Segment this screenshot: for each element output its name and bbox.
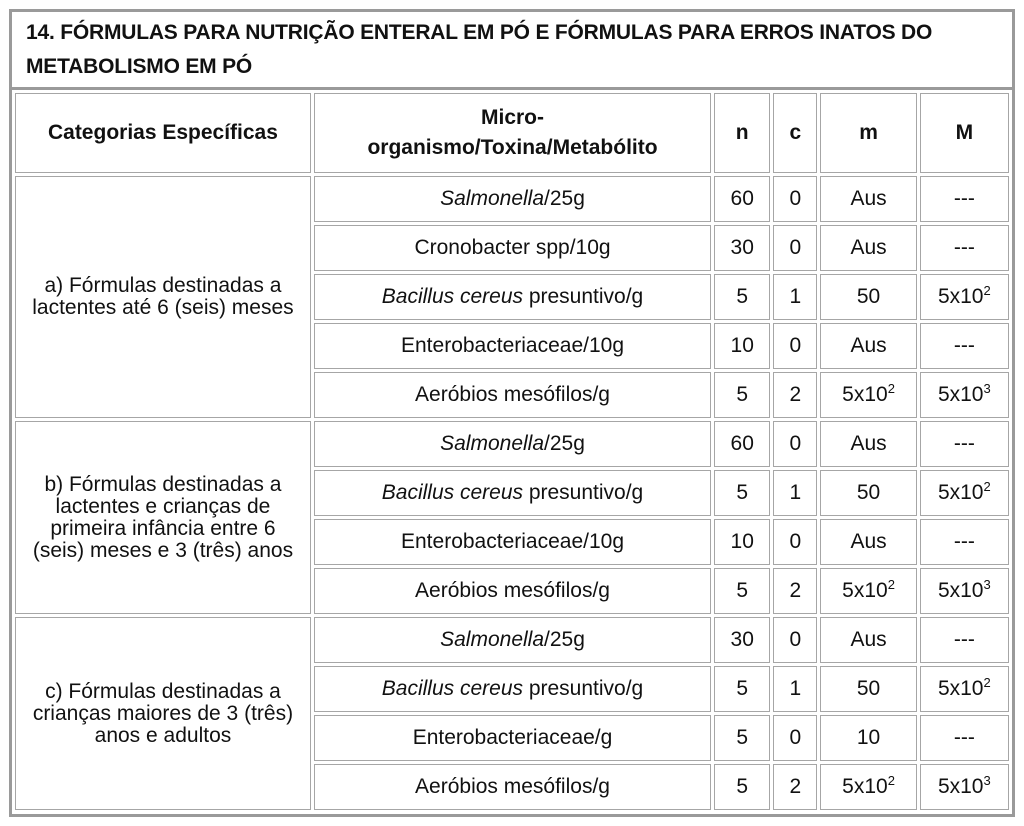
m-lower-value-cell bbox=[820, 274, 916, 320]
header-n: n bbox=[714, 93, 770, 173]
cell-value: 5 bbox=[736, 481, 749, 504]
microorganism-species: Bacillus cereus bbox=[381, 285, 523, 308]
n-value-cell bbox=[714, 764, 770, 810]
m-lower-value-cell bbox=[820, 519, 916, 565]
microorganism-cell bbox=[314, 421, 711, 467]
microorganism-cell bbox=[314, 225, 711, 271]
m-upper-value-cell bbox=[920, 764, 1009, 810]
cell-value: 10 bbox=[730, 334, 754, 357]
exponent: 2 bbox=[887, 773, 895, 788]
cell-value: 60 bbox=[730, 187, 754, 210]
cell-value: Aus bbox=[850, 236, 887, 259]
c-value-cell bbox=[773, 421, 817, 467]
cell-value: 10 bbox=[856, 726, 881, 749]
cell-value: 60 bbox=[730, 432, 754, 455]
microorganism-species: Salmonella bbox=[440, 187, 545, 210]
n-value-cell bbox=[714, 715, 770, 761]
microorganism-cell bbox=[314, 372, 711, 418]
m-upper-value-cell bbox=[920, 225, 1009, 271]
cell-value: 0 bbox=[789, 236, 802, 259]
n-value-cell bbox=[714, 176, 770, 222]
m-lower-value-cell bbox=[820, 323, 916, 369]
cell-value: --- bbox=[953, 236, 975, 259]
microorganism-unit: /25g bbox=[544, 432, 585, 455]
cell-value: 5 bbox=[736, 579, 749, 602]
m-lower-value-cell bbox=[820, 176, 916, 222]
header-row bbox=[15, 93, 1009, 173]
cell-value: 5 bbox=[736, 726, 749, 749]
c-value-cell bbox=[773, 666, 817, 712]
cell-value: 50 bbox=[856, 481, 881, 504]
microorganism-cell bbox=[314, 274, 711, 320]
c-value-cell bbox=[773, 519, 817, 565]
microorganism-species: Salmonella bbox=[440, 432, 545, 455]
microorganism-cell bbox=[314, 666, 711, 712]
cell-value: 1 bbox=[789, 285, 802, 308]
n-value-cell bbox=[714, 470, 770, 516]
c-value-cell bbox=[773, 274, 817, 320]
cell-value: 5x10 bbox=[937, 677, 984, 700]
microorganism-cell bbox=[314, 176, 711, 222]
table-row bbox=[15, 176, 1009, 222]
m-upper-value-cell bbox=[920, 421, 1009, 467]
microorganism-unit: /25g bbox=[544, 187, 585, 210]
microorganism-unit: presuntivo/g bbox=[523, 481, 644, 504]
cell-value: Aus bbox=[850, 187, 887, 210]
microorganism-unit: Cronobacter spp/10g bbox=[414, 236, 611, 259]
cell-value: 1 bbox=[789, 481, 802, 504]
cell-value: Aus bbox=[850, 530, 887, 553]
m-upper-value-cell bbox=[920, 274, 1009, 320]
cell-value: 50 bbox=[856, 677, 881, 700]
cell-value: 0 bbox=[789, 530, 802, 553]
microorganism-species: Salmonella bbox=[440, 628, 545, 651]
table-body bbox=[15, 176, 1009, 810]
exponent: 3 bbox=[983, 773, 991, 788]
exponent: 2 bbox=[887, 577, 895, 592]
microorganism-unit: Enterobacteriaceae/10g bbox=[401, 530, 624, 553]
m-lower-value-cell bbox=[820, 666, 916, 712]
cell-value: 5x10 bbox=[842, 775, 888, 798]
category-cell: b) Fórmulas destinadas a lactentes e crianças de primeira infância entre 6 (seis) meses e 3 (três) anos bbox=[15, 421, 311, 614]
table-row bbox=[15, 421, 1009, 467]
microorganism-cell bbox=[314, 764, 711, 810]
cell-value: 1 bbox=[789, 677, 802, 700]
cell-value: --- bbox=[953, 334, 975, 357]
exponent: 2 bbox=[983, 283, 991, 298]
exponent: 2 bbox=[983, 675, 991, 690]
cell-value: --- bbox=[953, 432, 975, 455]
cell-value: 5x10 bbox=[937, 285, 984, 308]
table-title: 14. FÓRMULAS PARA NUTRIÇÃO ENTERAL EM PÓ E FÓRMULAS PARA ERROS INATOS DO METABOLISMO EM PÓ bbox=[12, 12, 1012, 90]
microorganism-unit: Aeróbios mesófilos/g bbox=[415, 775, 610, 798]
cell-value: 2 bbox=[789, 775, 802, 798]
m-lower-value-cell bbox=[820, 764, 916, 810]
n-value-cell bbox=[714, 421, 770, 467]
cell-value: 10 bbox=[730, 530, 754, 553]
microorganism-cell bbox=[314, 519, 711, 565]
m-upper-value-cell bbox=[920, 470, 1009, 516]
cell-value: 30 bbox=[730, 236, 754, 259]
m-lower-value-cell bbox=[820, 372, 916, 418]
c-value-cell bbox=[773, 568, 817, 614]
microorganism-cell bbox=[314, 323, 711, 369]
microorganism-unit: Aeróbios mesófilos/g bbox=[415, 579, 610, 602]
cell-value: 5x10 bbox=[937, 383, 984, 406]
cell-value: 2 bbox=[789, 579, 802, 602]
category-cell: a) Fórmulas destinadas a lactentes até 6 (seis) meses bbox=[15, 176, 311, 418]
microorganism-unit: Enterobacteriaceae/10g bbox=[401, 334, 624, 357]
category-cell: c) Fórmulas destinadas a crianças maiores de 3 (três) anos e adultos bbox=[15, 617, 311, 810]
cell-value: 5 bbox=[736, 775, 749, 798]
c-value-cell bbox=[773, 323, 817, 369]
cell-value: --- bbox=[953, 530, 975, 553]
microorganism-species: Bacillus cereus bbox=[381, 677, 523, 700]
n-value-cell bbox=[714, 372, 770, 418]
cell-value: 5x10 bbox=[842, 383, 888, 406]
m-upper-value-cell bbox=[920, 715, 1009, 761]
m-lower-value-cell bbox=[820, 225, 916, 271]
m-upper-value-cell bbox=[920, 176, 1009, 222]
microorganism-species: Bacillus cereus bbox=[381, 481, 523, 504]
microorganism-cell bbox=[314, 617, 711, 663]
microorganism-unit: Aeróbios mesófilos/g bbox=[415, 383, 610, 406]
microorganism-unit: presuntivo/g bbox=[523, 285, 644, 308]
cell-value: 2 bbox=[789, 383, 802, 406]
exponent: 2 bbox=[983, 479, 991, 494]
c-value-cell bbox=[773, 617, 817, 663]
m-upper-value-cell bbox=[920, 666, 1009, 712]
m-lower-value-cell bbox=[820, 568, 916, 614]
m-upper-value-cell bbox=[920, 568, 1009, 614]
microorganism-cell bbox=[314, 715, 711, 761]
microorganism-unit: presuntivo/g bbox=[523, 677, 644, 700]
header-micro-line2: organismo/Toxina/Metabólito bbox=[367, 136, 658, 159]
criteria-table bbox=[12, 90, 1012, 813]
exponent: 3 bbox=[983, 381, 991, 396]
cell-value: 0 bbox=[789, 334, 802, 357]
cell-value: 0 bbox=[789, 432, 802, 455]
cell-value: 0 bbox=[789, 628, 802, 651]
n-value-cell bbox=[714, 225, 770, 271]
c-value-cell bbox=[773, 470, 817, 516]
cell-value: --- bbox=[953, 628, 975, 651]
exponent: 2 bbox=[887, 381, 895, 396]
cell-value: 5x10 bbox=[937, 775, 984, 798]
cell-value: Aus bbox=[850, 334, 887, 357]
cell-value: 5x10 bbox=[842, 579, 888, 602]
cell-value: 5x10 bbox=[937, 481, 984, 504]
cell-value: 30 bbox=[730, 628, 754, 651]
microorganism-cell bbox=[314, 568, 711, 614]
m-lower-value-cell bbox=[820, 715, 916, 761]
c-value-cell bbox=[773, 715, 817, 761]
cell-value: Aus bbox=[850, 432, 887, 455]
n-value-cell bbox=[714, 274, 770, 320]
m-upper-value-cell bbox=[920, 617, 1009, 663]
microorganism-cell bbox=[314, 470, 711, 516]
cell-value: 5x10 bbox=[937, 579, 984, 602]
c-value-cell bbox=[773, 372, 817, 418]
m-upper-value-cell bbox=[920, 519, 1009, 565]
c-value-cell bbox=[773, 176, 817, 222]
n-value-cell bbox=[714, 519, 770, 565]
m-upper-value-cell bbox=[920, 323, 1009, 369]
cell-value: Aus bbox=[850, 628, 887, 651]
c-value-cell bbox=[773, 764, 817, 810]
cell-value: 0 bbox=[789, 187, 802, 210]
header-category: Categorias Específicas bbox=[15, 93, 311, 173]
table-row bbox=[15, 617, 1009, 663]
header-micro-line1: Micro- bbox=[481, 106, 544, 129]
m-lower-value-cell bbox=[820, 421, 916, 467]
header-microorganism bbox=[314, 93, 711, 173]
cell-value: 5 bbox=[736, 383, 749, 406]
cell-value: 5 bbox=[736, 677, 749, 700]
m-lower-value-cell bbox=[820, 617, 916, 663]
header-c: c bbox=[773, 93, 817, 173]
microorganism-unit: /25g bbox=[544, 628, 585, 651]
m-upper-value-cell bbox=[920, 372, 1009, 418]
n-value-cell bbox=[714, 666, 770, 712]
c-value-cell bbox=[773, 225, 817, 271]
cell-value: --- bbox=[953, 726, 975, 749]
n-value-cell bbox=[714, 323, 770, 369]
header-m-upper: M bbox=[920, 93, 1009, 173]
cell-value: 50 bbox=[856, 285, 881, 308]
header-m-lower: m bbox=[820, 93, 916, 173]
cell-value: --- bbox=[953, 187, 975, 210]
document-table-container bbox=[9, 9, 1015, 817]
n-value-cell bbox=[714, 617, 770, 663]
microorganism-unit: Enterobacteriaceae/g bbox=[412, 726, 613, 749]
n-value-cell bbox=[714, 568, 770, 614]
cell-value: 0 bbox=[789, 726, 802, 749]
cell-value: 5 bbox=[736, 285, 749, 308]
m-lower-value-cell bbox=[820, 470, 916, 516]
exponent: 3 bbox=[983, 577, 991, 592]
